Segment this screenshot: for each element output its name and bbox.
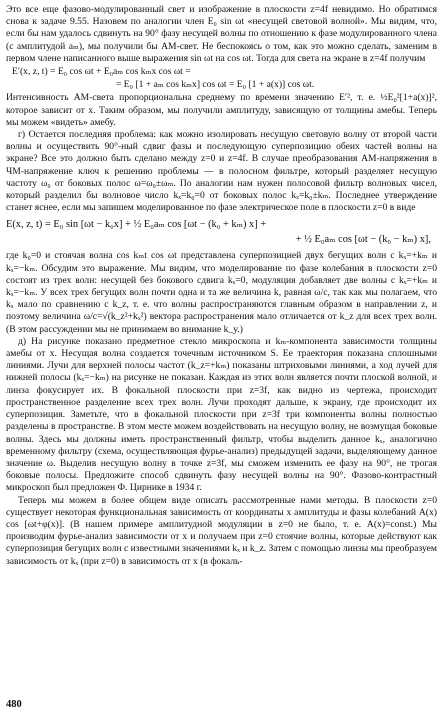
paragraph-5: д) На рисунке показано предметное стекло микроскопа и kₘ-компонента зависимости толщины амебы от x. Несущая волна создается точечным источником S. Ее траектория показана сплошными линиями. Лучи для верхней полосы частот (k_z=+kₘ) показаны штриховыми линиями, а ход лучей для нижней полосы (kₓ=−kₘ) на рисунке не показан. Каждая из этих волн является почти плоской волной, и линза фокусирует их. В фокальной плоскости при z=3f, как видно из чертежа, происходит пространственное разделение всех трех волн. Лучи проходят дальше, к экрану, где происходит их суперпозиция. Заметьте, что в фокальной плоскости при z=3f три компоненты волны полностью разделены в пространстве. В этом месте можем воздействовать на несущую волну, не возмущая боковые волны. Здесь мы должны иметь пространственный фильтр, чтобы выделить данное kₓ, аналогично временному фильтру (схема, осуществляющая фурье-анализ) предыдущей задачи, выделяющему данное значение ω. Выделив несущую волну в точке z=3f, мы сможем изменить ее фазу на 90°, не трогая боковые полосы. Предложите способ сдвинуть фазу несущей волны на 90°. Фазово-контрастный микроскоп был предложен Ф. Цирнике в 1934 г. <box>6 335 437 494</box>
equation-2-line-2: + ½ E₀aₘ cos [ωt − (k₀ − kₘ) x], <box>295 234 431 246</box>
equation-2-line-1: E(x, z, t) = E₀ sin [ωt − k₀x] + ½ E₀aₘ cos [ωt − (k₀ + kₘ) x] + <box>6 219 267 231</box>
equation-1-line-1: E′(x, z, t) = E₀ cos ωt + E₀aₘ cos kₘx cos ωt = <box>12 66 191 78</box>
paragraph-1: Это все еще фазово-модулированный свет и изображение в плоскости z=4f невидимо. Но обратимся снова к задаче 9.55. Назовем по аналогии член E₀ sin ωt «несущей световой волной». Мы видим, что, если бы нам удалось сдвинуть на 90° фазу несущей волны по отношению к фазе модулированного члена (с амплитудой aₘ), мы получили бы АМ-свет. Не беспокоясь о том, как это можно сделать, заменим в первом члене написанного выше выражения sin ωt на cos ωt. Тогда для света на экране в z=4f получим <box>6 4 437 64</box>
paragraph-2: Интенсивность АМ-света пропорциональна среднему по времени значению E′², т. е. ½E₀²[1+a(x)]², которое зависит от x. Таким образом, мы получили амплитуду, зависящую от толщины амебы. Теперь мы можем «видеть» амебу. <box>6 92 437 128</box>
paragraph-3: г) Остается последняя проблема: как можно изолировать несущую световую волну от второй части волны и осуществить 90°-ный сдвиг фазы и последующую суперпозицию обеих частей волны на экране? Все это должно быть сделано между z=0 и z=4f. В случае преобразования АМ-напряжения в ЧМ-напряжение ключ к решению проблемы — в полосном фильтре, который разделяет несущую частоту ω₀ от боковых полос ω=ω₀±ωₘ. По аналогии нам нужен полосовой фильтр волновых чисел, который разделил бы волновое число kₓ=k₀=0 от боковых полос kₓ=k₀±kₘ. Последнее утверждение станет яснее, если мы запишем моделированное по фазе электрическое поле в плоскости z=0 в виде <box>6 129 437 214</box>
paragraph-6: Теперь мы можем в более общем виде описать рассмотренные нами методы. В плоскости z=0 существует некоторая функциональная зависимость от координаты x амплитуды и фазы колебаний A(x) cos [ωt+φ(x)]. (В нашем примере амплитудной модуляции в z=0 не было, т. е. A(x)=const.) Мы производим фурье-анализ зависимости от x и получаем при z=0 стоячие волны, которые действуют как суперпозиция бегущих волн с известными значениями kₓ и k_z. Затем с помощью линзы мы преобразуем зависимость от kₓ (при z=0) в зависимость от x (в фокаль- <box>6 494 437 567</box>
paragraph-4: где k₀=0 и стоячая волна cos kₘt cos ωt представлена суперпозицией двух бегущих волн с kₓ=+kₘ и kₓ=−kₘ. Обсудим это выражение. Мы видим, что моделирование по фазе колебания в плоскости z=0 состоят из трех волн: несущей без бокового сдвига kₓ=0, модуляция добавляет две волны с kₓ=+kₘ и kₓ=−kₘ. У всех трех бегущих волн почти одна и та же величина k, равная ω/c, так как мы полагаем, что kₓ мало по сравнению с k_z, т. е. что волны распространяются главным образом в направлении z, и поэтому величина ω/c=√(k_z²+kₓ²) вектора распространения мало отличается от k_z для всех трех волн. (В этом рассуждении мы не принимаем во внимание k_y.) <box>6 250 437 335</box>
equation-1-line-2: = E₀ [1 + aₘ cos kₘx] cos ωt = E₀ [1 + a(x)] cos ωt. <box>116 79 315 91</box>
page-number: 480 <box>6 698 22 710</box>
